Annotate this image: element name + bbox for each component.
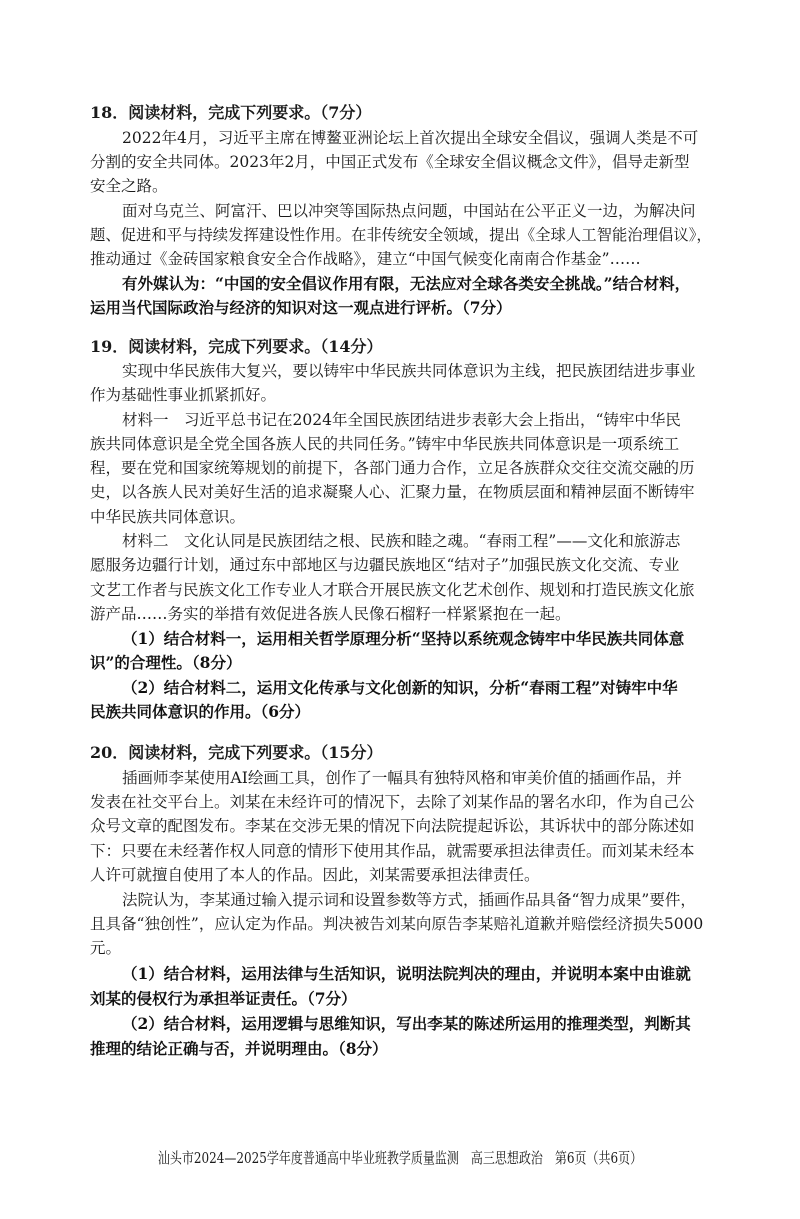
q19-line: 文艺工作者与民族文化工作专业人才联合开展民族文化艺术创作、规划和打造民族文化旅: [90, 581, 695, 599]
q19-line: 作为基础性事业抓紧抓好。: [90, 386, 277, 404]
q18-line: 安全之路。: [90, 177, 168, 195]
q20-line: 下：只要在未经著作权人同意的情形下使用其作品，就需要承担法律责任。而刘某未经本: [90, 842, 695, 860]
q20-subquestion-2: （2）结合材料，运用逻辑与思维知识，写出李某的陈述所运用的推理类型，判断其: [122, 1014, 691, 1033]
q18-line: 题、促进和平与持续发挥建设性作用。在非传统安全领域，提出《全球人工智能治理倡议》，: [90, 226, 712, 244]
q19-line: 族共同体意识是全党全国各族人民的共同任务。”铸牢中华民族共同体意识是一项系统工: [90, 435, 680, 453]
q19-subquestion-2: 民族共同体意识的作用。（6分）: [90, 702, 311, 721]
q18-line: 分割的安全共同体。2023年2月，中国正式发布《全球安全倡议概念文件》，倡导走新型: [90, 153, 690, 171]
q19-subquestion-2: （2）结合材料二，运用文化传承与文化创新的知识，分析“春雨工程”对铸牢中华: [122, 678, 678, 697]
q20-line: 插画师李某使用AI绘画工具，创作了一幅具有独特风格和审美价值的插画作品，并: [122, 769, 682, 787]
q20-line: 众号文章的配图发布。李某在交涉无果的情况下向法院提起诉讼，其诉状中的部分陈述如: [90, 817, 695, 835]
q19-line: 史，以各族人民对美好生活的追求凝聚人心、汇聚力量，在物质层面和精神层面不断铸牢: [90, 483, 695, 501]
q18-line: 推动通过《金砖国家粮食安全合作战略》，建立“中国气候变化南南合作基金”……: [90, 250, 641, 268]
q18-header: 18．阅读材料，完成下列要求。（7分）: [90, 103, 372, 122]
q20-subquestion-1: （1）结合材料，运用法律与生活知识，说明法院判决的理由，并说明本案中由谁就: [122, 964, 691, 983]
q19-material-1: 材料一 习近平总书记在2024年全国民族团结进步表彰大会上指出，“铸牢中华民: [122, 411, 681, 429]
q18-question: 运用当代国际政治与经济的知识对这一观点进行评析。（7分）: [90, 298, 512, 317]
q19-line: 愿服务边疆行计划，通过东中部地区与边疆民族地区“结对子”加强民族文化交流、专业: [90, 556, 680, 574]
q20-line: 法院认为，李某通过输入提示词和设置参数等方式，插画作品具备“智力成果”要件，: [122, 891, 696, 909]
q19-line: 程，要在党和国家统筹规划的前提下，各部门通力合作，立足各族群众交往交流交融的历: [90, 459, 695, 477]
q20-subquestion-1: 刘某的侵权行为承担举证责任。（7分）: [90, 989, 357, 1008]
q18-question: 有外媒认为：“中国的安全倡议作用有限，无法应对全球各类安全挑战。”结合材料，: [122, 274, 691, 293]
q20-line: 人许可就擅自使用了本人的作品。因此，刘某需要承担法律责任。: [90, 866, 540, 884]
q18-line: 2022年4月，习近平主席在博鳌亚洲论坛上首次提出全球安全倡议，强调人类是不可: [122, 129, 699, 147]
q20-line: 且具备“独创性”，应认定为作品。判决被告刘某向原告李某赔礼道歉并赔偿经济损失5000: [90, 915, 704, 933]
q19-subquestion-1: 识”的合理性。（8分）: [90, 653, 242, 672]
q20-line: 元。: [90, 939, 122, 957]
q19-header: 19．阅读材料，完成下列要求。（14分）: [90, 337, 383, 356]
q20-header: 20．阅读材料，完成下列要求。（15分）: [90, 743, 383, 762]
q20-line: 发表在社交平台上。刘某在未经许可的情况下，去除了刘某作品的署名水印，作为自己公: [90, 793, 695, 811]
q19-line: 游产品……务实的举措有效促进各族人民像石榴籽一样紧紧抱在一起。: [90, 605, 571, 623]
q18-line: 面对乌克兰、阿富汗、巴以冲突等国际热点问题，中国站在公平正义一边，为解决问: [122, 202, 696, 220]
q19-line: 中华民族共同体意识。: [90, 508, 246, 526]
q20-subquestion-2: 推理的结论正确与否，并说明理由。（8分）: [90, 1039, 388, 1058]
q19-subquestion-1: （1）结合材料一，运用相关哲学原理分析“坚持以系统观念铸牢中华民族共同体意: [122, 629, 685, 648]
q19-material-2: 材料二 文化认同是民族团结之根、民族和睦之魂。“春雨工程”——文化和旅游志: [122, 532, 681, 550]
q19-line: 实现中华民族伟大复兴，要以铸牢中华民族共同体意识为主线，把民族团结进步事业: [122, 362, 696, 380]
page-footer: 汕头市2024—2025学年度普通高中毕业班教学质量监测 高三思想政治 第6页（共6页）: [157, 1149, 643, 1167]
